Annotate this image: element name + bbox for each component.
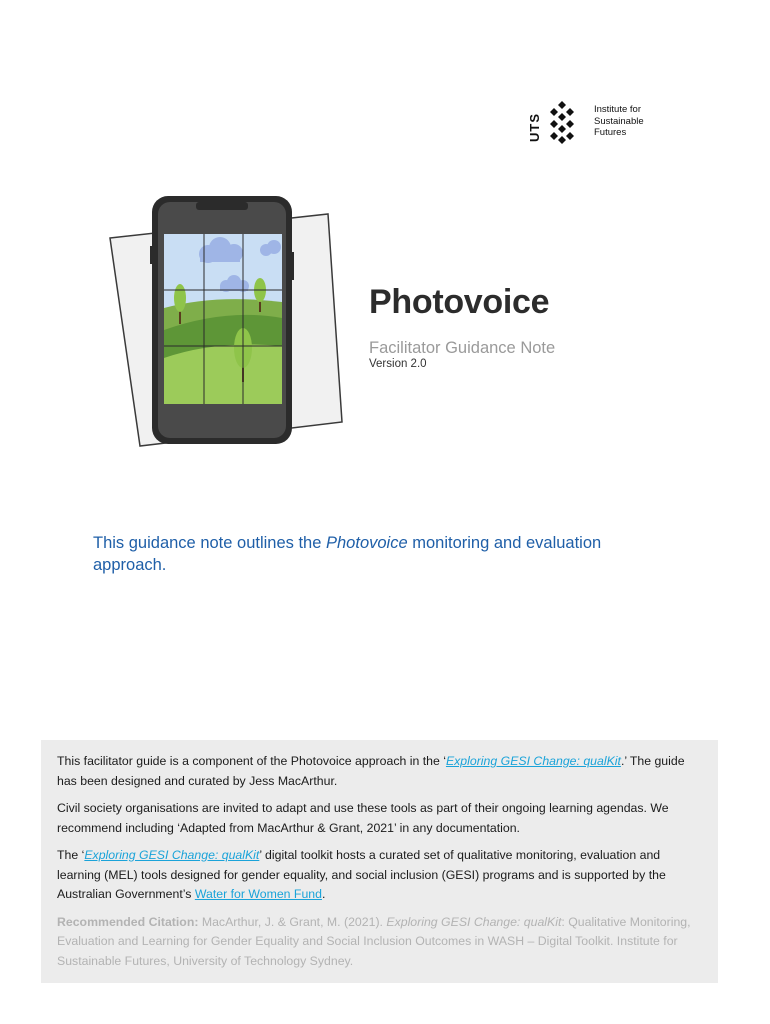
logo-line-1: Institute for xyxy=(594,104,641,115)
document-version: Version 2.0 xyxy=(369,358,427,370)
info-box xyxy=(41,740,718,983)
info-paragraph-component xyxy=(57,752,702,791)
document-title: Photovoice xyxy=(369,283,550,321)
intro-emphasis: Photovoice xyxy=(326,534,408,552)
citation-rest: : Qualitative Monitoring, Evaluation and Learning for Gender Equality and Social Inclusion Outcomes in WASH – Digital Toolkit. Institute for Sustainable Futures, University of Technology Sydney. xyxy=(57,914,691,968)
info-p3-before: The ‘ xyxy=(57,848,85,862)
document-subtitle: Facilitator Guidance Note xyxy=(369,339,556,357)
info-p3-after: . xyxy=(321,887,326,901)
recommended-citation xyxy=(57,913,702,972)
water-for-women-link[interactable]: Water for Women Fund xyxy=(194,887,322,901)
citation-title: Exploring GESI Change: qualKit xyxy=(386,914,562,929)
info-p1-before: This facilitator guide is a component of the Photovoice approach in the ‘ xyxy=(57,754,446,768)
citation-label: Recommended Citation: xyxy=(57,914,199,929)
info-paragraph-adapt: Civil society organisations are invited to adapt and use these tools as part of their ongoing learning agendas. We recommend including ‘Adapted from MacArthur & Grant, 2021’ in any documentation. xyxy=(57,801,669,835)
logo-acronym: UTS xyxy=(527,113,542,142)
info-p3-middle: ’ digital toolkit hosts a curated set of qualitative monitoring, evaluation and learning (MEL) tools designed for gender equality, and social inclusion (GESI) programs and is supported by the Australian Government’s xyxy=(57,848,666,901)
qualkit-link-2[interactable]: Exploring GESI Change: qualKit xyxy=(84,848,260,862)
citation-authors: MacArthur, J. & Grant, M. (2021). xyxy=(198,914,387,929)
intro-text-before: This guidance note outlines the xyxy=(93,534,326,552)
logo-mark-icon xyxy=(548,100,576,144)
qualkit-link[interactable]: Exploring GESI Change: qualKit xyxy=(445,754,621,768)
uts-isf-logo xyxy=(528,100,668,146)
logo-wordmark xyxy=(594,104,644,139)
intro-statement xyxy=(93,532,613,576)
info-p1-after: .’ The guide has been designed and curated by Jess MacArthur. xyxy=(57,754,685,788)
phone-photo-illustration xyxy=(96,190,346,450)
logo-line-2: Sustainable xyxy=(594,115,644,127)
info-paragraph-toolkit xyxy=(57,846,702,905)
intro-text-after: monitoring and evaluation approach. xyxy=(93,534,602,574)
logo-line-3: Futures xyxy=(594,127,627,138)
